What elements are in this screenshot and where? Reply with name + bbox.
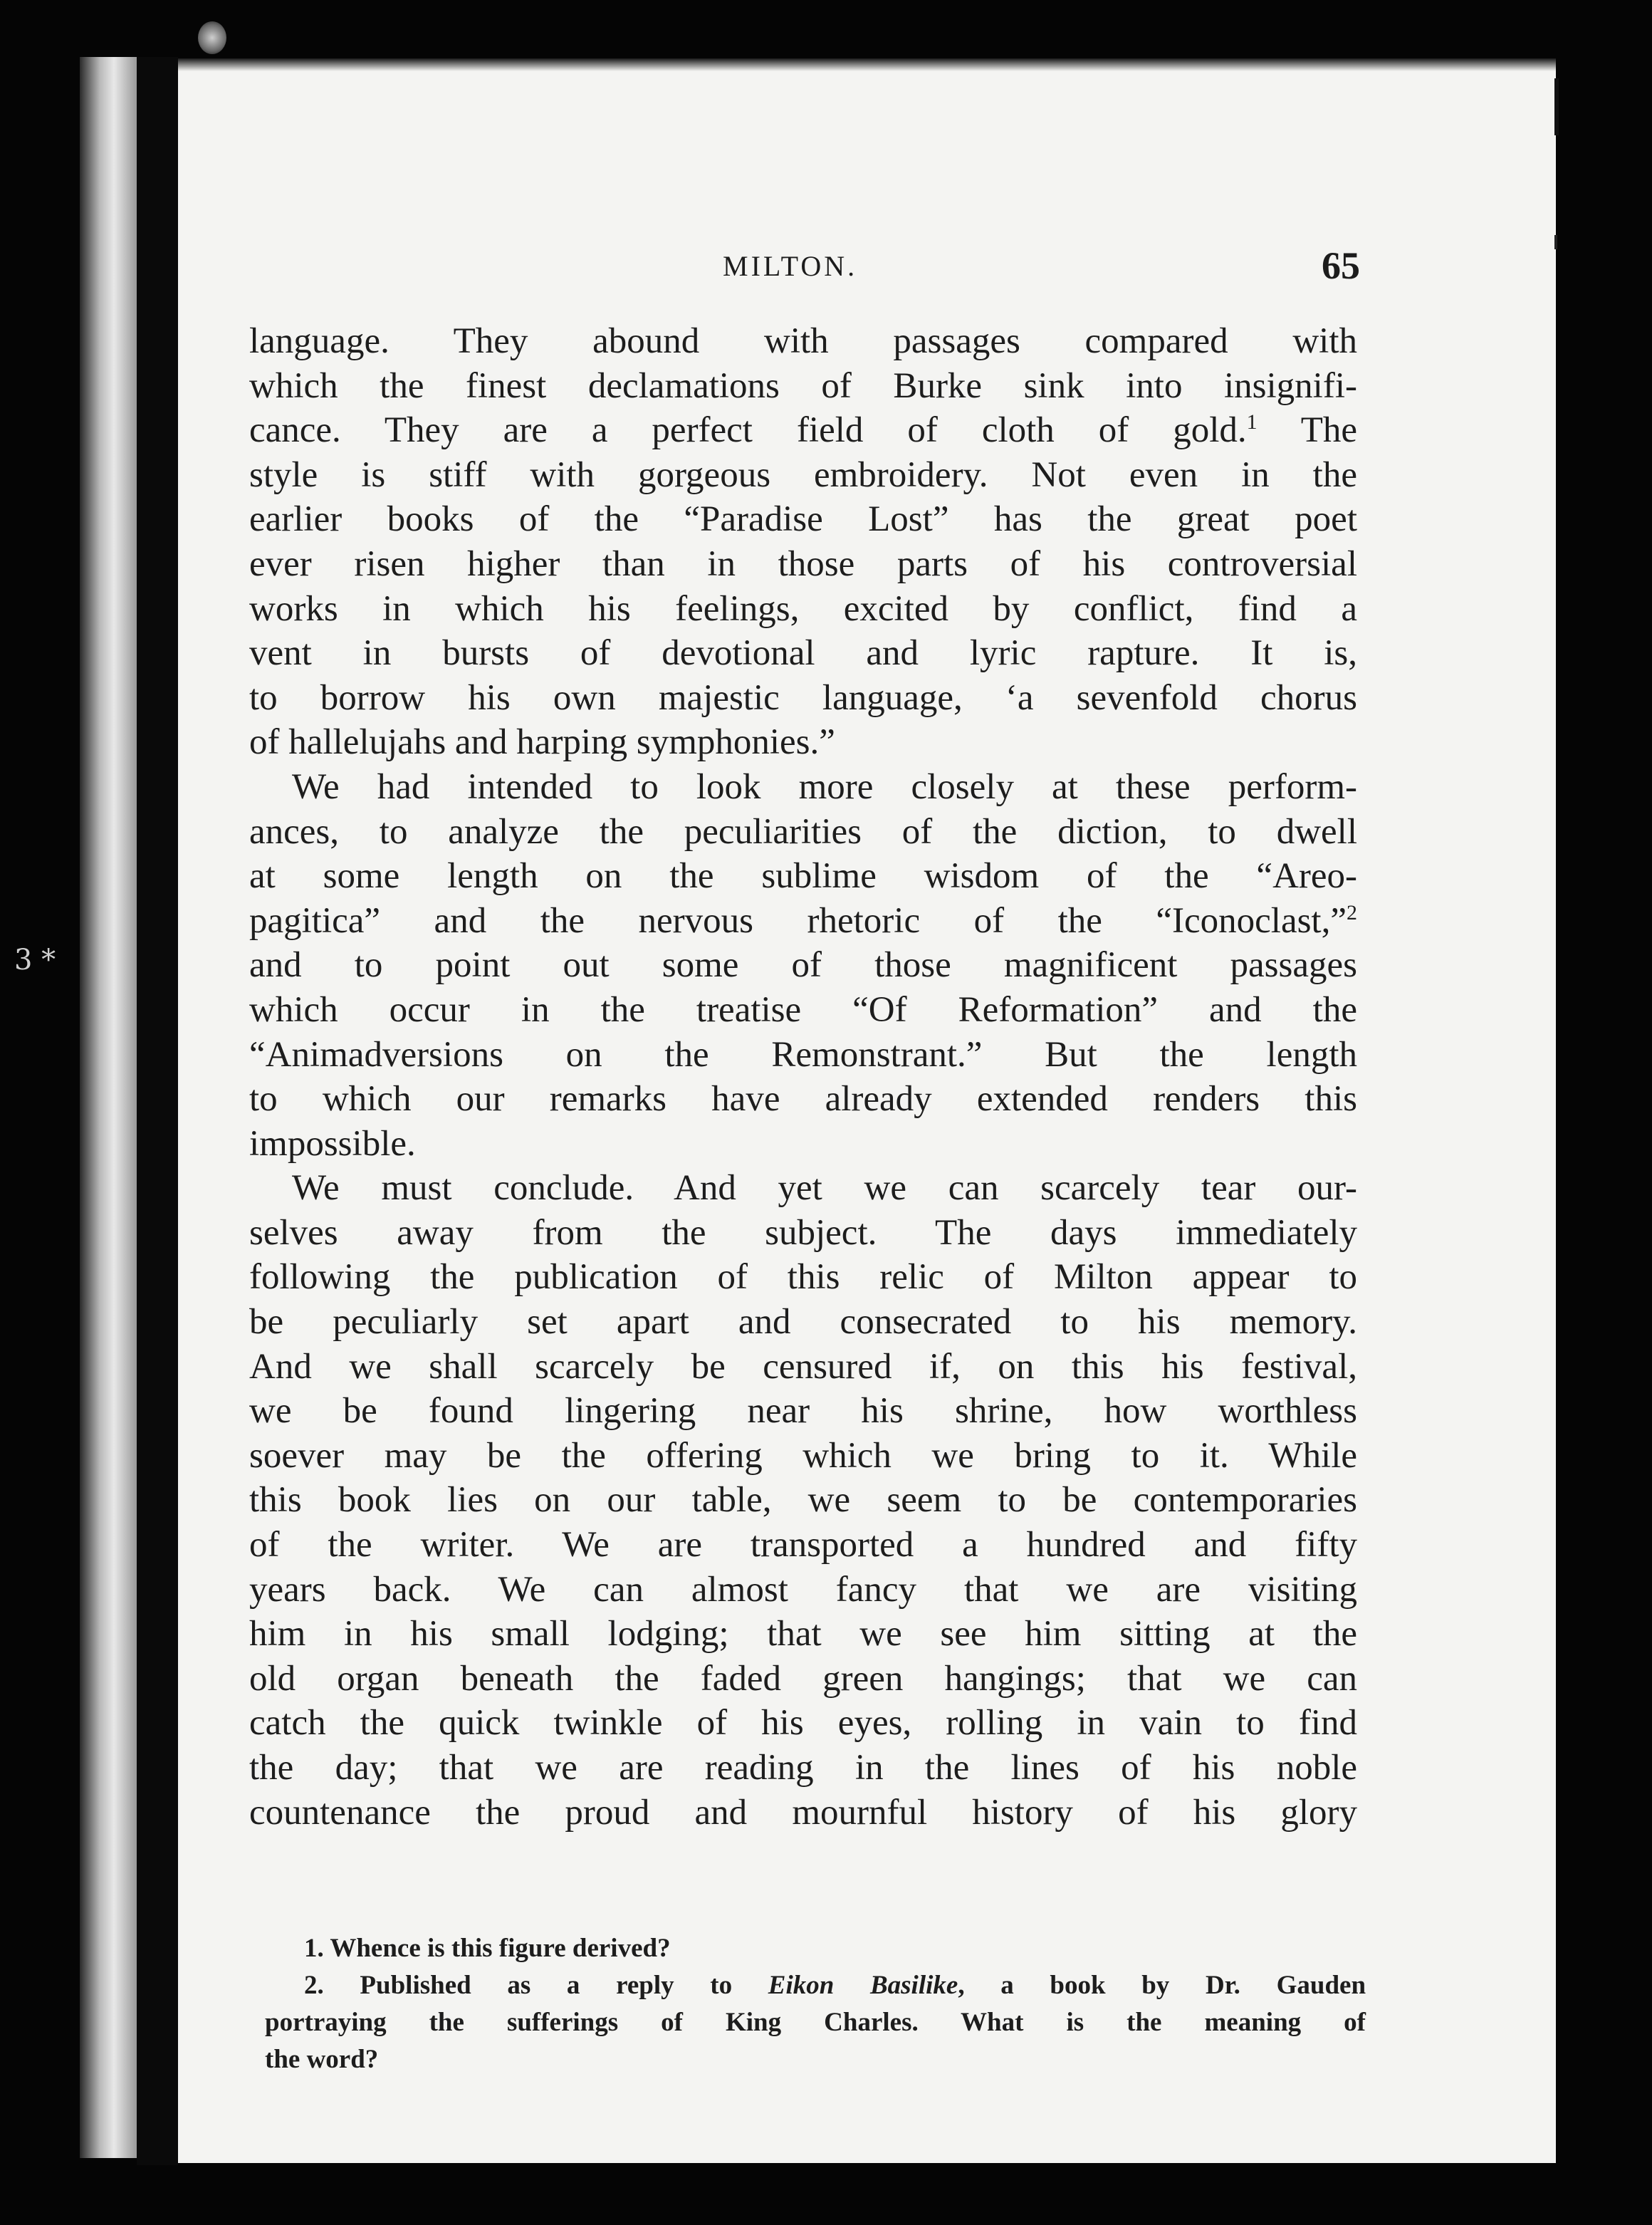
text-line: old organ beneath the faded green hangings; that we can (249, 1658, 1357, 1699)
text-line: we be found lingering near his shrine, how worthless (249, 1391, 1357, 1432)
text-line: following the publication of this relic of Milton appear to (249, 1257, 1357, 1298)
text-line: this book lies on our table, we seem to be contemporaries (249, 1480, 1357, 1521)
text-line-with-footnote (249, 899, 1357, 944)
text-line: be peculiarly set apart and consecrated to his memory. (249, 1302, 1357, 1343)
text-line: selves away from the subject. The days immediately (249, 1212, 1357, 1253)
footnotes (265, 1930, 1366, 2078)
text-line: years back. We can almost fancy that we are visiting (249, 1569, 1357, 1610)
text-segment: The (1300, 410, 1357, 451)
text-line: ances, to analyze the peculiarities of the diction, to dwell (249, 811, 1357, 852)
page-gutter (80, 57, 137, 2158)
page-top-edge (178, 58, 1556, 71)
page-number: 65 (1322, 244, 1360, 287)
footnote-2-line (265, 1967, 1366, 2004)
text-line: to which our remarks have already extended renders this (249, 1079, 1357, 1120)
text-segment: pagitica” and the nervous rhetoric of the “Iconoclast,” (249, 900, 1347, 941)
text-line: style is stiff with gorgeous embroidery. Not even in the (249, 454, 1357, 495)
text-line-with-footnote (249, 408, 1357, 453)
text-line: of the writer. We are transported a hundred and fifty (249, 1525, 1357, 1565)
footnote-text: , a book by Dr. Gauden (958, 1971, 1366, 2000)
margin-mark: 3 * (14, 944, 56, 976)
text-line: language. They abound with passages compared with (249, 321, 1357, 361)
running-title: MILTON. (723, 250, 858, 282)
paragraph-start: We had intended to look more closely at these perform- (292, 766, 1357, 807)
text-line: of hallelujahs and harping symphonies.” (249, 722, 835, 763)
footnote-2-number: 2. (304, 1971, 324, 2000)
text-segment: cance. They are a perfect field of cloth of gold. (249, 410, 1247, 451)
text-line: catch the quick twinkle of his eyes, rolling in vain to find (249, 1703, 1357, 1744)
footnote-text: Published as a reply to (360, 1971, 733, 2000)
text-line: soever may be the offering which we bring to it. While (249, 1435, 1357, 1476)
footnote-ref-1: 1 (1246, 410, 1258, 434)
text-line: to borrow his own majestic language, ‘a sevenfold chorus (249, 677, 1357, 718)
book-title: Eikon Basilike (768, 1971, 958, 2000)
text-line: him in his small lodging; that we see him sitting at the (249, 1614, 1357, 1655)
text-line: impossible. (249, 1123, 416, 1164)
page-edge-mark-small (1554, 235, 1557, 249)
footnote-ref-2: 2 (1347, 900, 1357, 924)
text-line: which the finest declamations of Burke sink into insignifi- (249, 365, 1357, 406)
text-line: “Animadversions on the Remonstrant.” But the length (249, 1034, 1357, 1075)
footnote-2-line: the word? (265, 2045, 379, 2074)
body-text (249, 319, 1357, 1835)
text-line: ever risen higher than in those parts of his controversial (249, 543, 1357, 584)
binding-shadow (137, 57, 178, 2165)
scan-blot (198, 21, 226, 54)
text-line: earlier books of the “Paradise Lost” has the great poet (249, 499, 1357, 540)
text-line: the day; that we are reading in the lines of his noble (249, 1748, 1357, 1788)
text-line: countenance the proud and mournful history of his glory (249, 1792, 1357, 1833)
text-line: at some length on the sublime wisdom of the “Areo- (249, 856, 1357, 897)
text-line: which occur in the treatise “Of Reformation” and the (249, 989, 1357, 1030)
footnote-2-line: portraying the sufferings of King Charles. What is the meaning of (265, 2008, 1366, 2037)
text-line: And we shall scarcely be censured if, on this his festival, (249, 1346, 1357, 1387)
text-line: vent in bursts of devotional and lyric rapture. It is, (249, 633, 1357, 674)
footnote-1: 1. Whence is this figure derived? (304, 1934, 671, 1963)
page-edge-mark (1554, 78, 1559, 135)
paragraph-start: We must conclude. And yet we can scarcely tear our- (292, 1168, 1357, 1209)
text-line: and to point out some of those magnificent passages (249, 945, 1357, 986)
running-head (249, 244, 1360, 292)
text-line: works in which his feelings, excited by conflict, find a (249, 588, 1357, 629)
